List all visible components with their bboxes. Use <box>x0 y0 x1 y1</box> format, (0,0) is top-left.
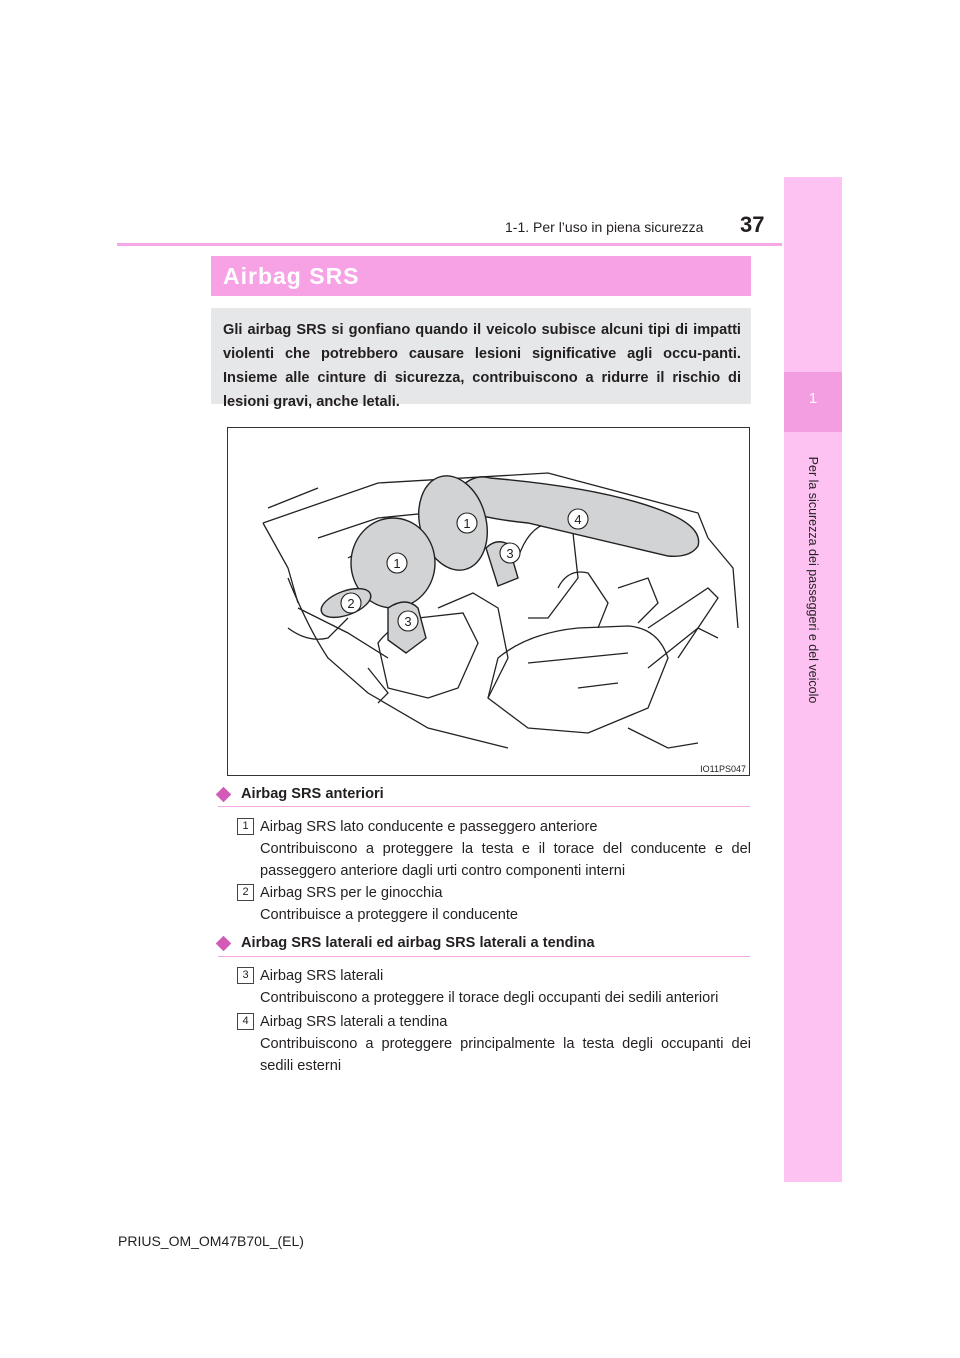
callout-3-side-front: 3 <box>404 614 412 629</box>
list-item <box>237 1011 751 1077</box>
callout-2-knee: 2 <box>347 596 355 611</box>
chapter-title: Per la sicurezza dei passeggeri e del veicolo <box>806 456 820 704</box>
item-description: Contribuiscono a proteggere principalmente la testa degli occupanti dei sedili esterni <box>260 1036 751 1074</box>
running-header: 1-1. Per l’uso in piena sicurezza <box>505 219 704 235</box>
airbag-illustration <box>227 427 750 776</box>
list-item <box>237 882 751 926</box>
subheading-text: Airbag SRS anteriori <box>241 786 384 802</box>
item-number-badge: 2 <box>237 884 254 901</box>
car-interior-drawing <box>228 428 749 775</box>
subheading-rule <box>218 806 750 807</box>
item-number-badge: 4 <box>237 1013 254 1030</box>
header-rule <box>117 243 782 246</box>
intro-box: Gli airbag SRS si gonfiano quando il veicolo subisce alcuni tipi di impatti violenti che potrebbero causare lesioni significative agli occu-panti. Insieme alle cinture di sicurezza, contribuiscono a ridurre il rischio di lesioni gravi, anche letali. <box>211 308 751 404</box>
item-title: Airbag SRS lato conducente e passeggero anteriore <box>260 819 598 835</box>
item-description: Contribuiscono a proteggere la testa e il torace del conducente e del passeggero anteriore dagli urti contro componenti interni <box>260 841 751 879</box>
chapter-number: 1 <box>808 390 818 407</box>
subheading-side-airbags <box>218 935 595 951</box>
callout-4-curtain: 4 <box>574 512 582 527</box>
figure-code: IO11PS047 <box>700 764 746 774</box>
subheading-front-airbags <box>218 786 384 802</box>
diamond-bullet-icon <box>216 786 232 802</box>
item-description: Contribuisce a proteggere il conducente <box>260 907 518 923</box>
item-title: Airbag SRS laterali <box>260 968 384 984</box>
list-item <box>237 816 751 882</box>
list-item <box>237 965 751 1009</box>
page-number: 37 <box>740 212 765 237</box>
callout-1-passenger: 1 <box>463 516 471 531</box>
subheading-text: Airbag SRS laterali ed airbag SRS laterali a tendina <box>241 935 595 951</box>
item-number-badge: 3 <box>237 967 254 984</box>
footer-code: PRIUS_OM_OM47B70L_(EL) <box>118 1233 304 1249</box>
item-number-badge: 1 <box>237 818 254 835</box>
diamond-bullet-icon <box>216 935 232 951</box>
subheading-rule <box>218 956 750 957</box>
section-title: Airbag SRS <box>211 256 751 296</box>
callout-3-side-right: 3 <box>506 546 514 561</box>
item-description: Contribuiscono a proteggere il torace degli occupanti dei sedili anteriori <box>260 990 719 1006</box>
callout-1-driver: 1 <box>393 556 401 571</box>
item-title: Airbag SRS per le ginocchia <box>260 885 443 901</box>
item-title: Airbag SRS laterali a tendina <box>260 1014 448 1030</box>
